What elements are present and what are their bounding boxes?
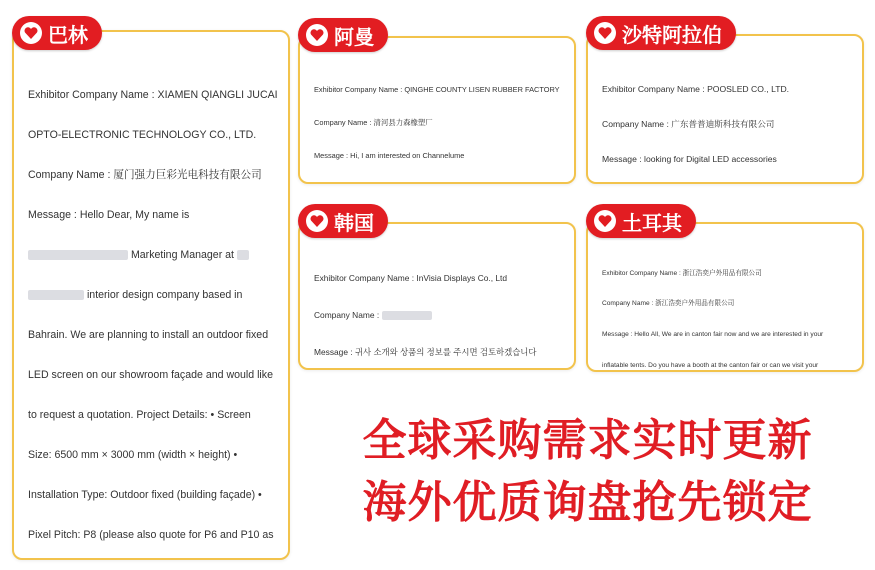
heart-icon — [594, 210, 616, 232]
region-label: 阿曼 — [334, 24, 374, 49]
region-label: 土耳其 — [622, 210, 682, 235]
region-tag-oman — [298, 18, 388, 52]
inquiry-card-turkey — [586, 222, 864, 372]
inquiry-text-oman: Exhibitor Company Name : QINGHE COUNTY LISEN RUBBER FACTORY Company Name : 清河县力森橡塑厂 Message : Hi, I am interested on Channelume — [314, 62, 572, 184]
heart-icon — [306, 24, 328, 46]
heart-icon — [20, 22, 42, 44]
heart-icon — [306, 210, 328, 232]
inquiry-text-saudi: Exhibitor Company Name : POOSLED CO., LTD. Company Name : 广东普普迪斯科技有限公司 Message : looking for Digital LED accessories — [602, 60, 860, 184]
slogan-line-1: 全球采购需求实时更新 — [362, 415, 813, 466]
inquiry-text-bahrain: Exhibitor Company Name : XIAMEN QIANGLI JUCAI OPTO-ELECTRONIC TECHNOLOGY CO., LTD. Company Name : 厦门强力巨彩光电科技有限公司 Message : Hello Dear, My name is Marketing Manager at interior design company based in Bahrain. We are planning to install an outdoor fixed LED screen on our showroom façade and would like to request a quotation. Project Details: • Screen Size: 6500 mm × 3000 mm (width × height) • Installation Type: Outdoor fixed (building façade) • Pixel Pitch: P8 (please also quote for P6 and P10 as — [28, 88, 278, 542]
inquiry-card-bahrain — [12, 30, 290, 560]
region-label: 沙特阿拉伯 — [622, 22, 722, 47]
inquiry-card-korea — [298, 222, 576, 370]
inquiry-card-saudi — [586, 34, 864, 184]
region-tag-bahrain — [12, 16, 102, 50]
slogan-line-2: 海外优质询盘抢先锁定 — [362, 477, 813, 528]
region-tag-korea — [298, 204, 388, 238]
region-label: 巴林 — [48, 22, 88, 47]
inquiry-text-turkey: Exhibitor Company Name : 浙江浩奕户外用品有限公司 Company Name : 浙江浩奕户外用品有限公司 Message : Hello All, We are in canton fair now and we are interested in your inflatable tents. Do you have a booth at the canton fair or can we visit your — [602, 248, 864, 372]
region-tag-saudi — [586, 16, 736, 50]
region-label: 韩国 — [334, 210, 374, 235]
inquiry-card-oman — [298, 36, 576, 184]
heart-icon — [594, 22, 616, 44]
region-tag-turkey — [586, 204, 696, 238]
inquiry-text-korea: Exhibitor Company Name : InVisia Displays Co., Ltd Company Name : Message : 귀사 소개와 상품의 정보를 주시면 검토하겠습니다 — [314, 248, 572, 370]
